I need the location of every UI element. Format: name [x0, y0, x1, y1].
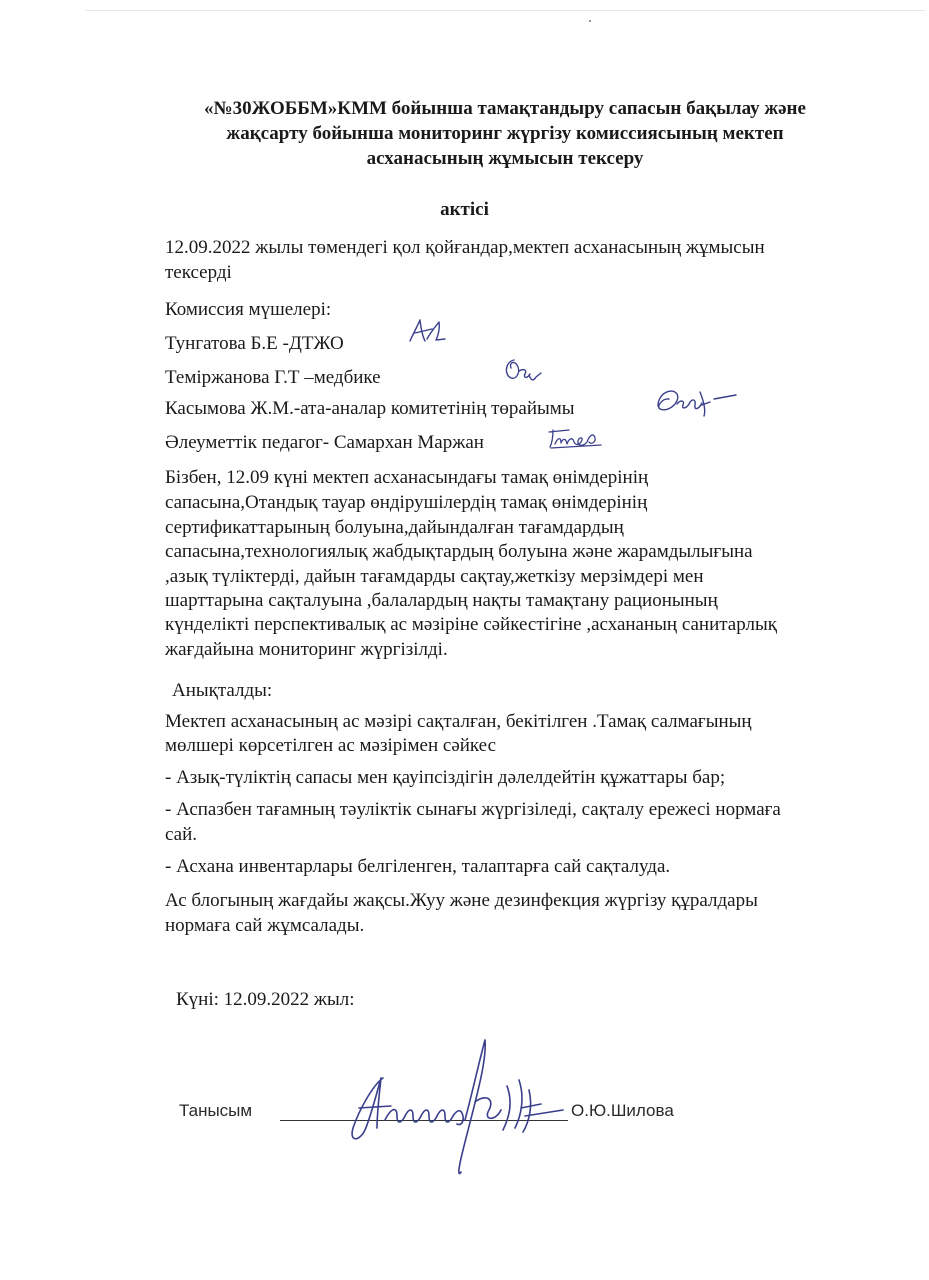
commission-member-3: Касымова Ж.М.-ата-аналар комитетінің төрайымы: [165, 398, 575, 419]
member-signature-1: [405, 315, 450, 347]
body-line-4: сапасына,технологиялық жабдықтардың болуына және жарамдылығына: [165, 541, 753, 562]
body-line-1: Бізбен, 12.09 күні мектеп асханасындағы тамақ өнімдерінің: [165, 467, 649, 488]
scan-speck: [589, 20, 591, 22]
member-signature-4: [543, 424, 613, 452]
document-title: [150, 96, 860, 171]
date-line: Күні: 12.09.2022 жыл:: [176, 989, 355, 1010]
finding-line-6: - Асхана инвентарлары белгіленген, талаптарға сай сақталуда.: [165, 856, 671, 877]
title-line-2: жақсарту бойынша мониторинг жүргізу комиссиясының мектеп: [226, 123, 784, 144]
ack-label: Танысым: [179, 1101, 253, 1120]
finding-line-7: Ас блогының жағдайы жақсы.Жуу және дезинфекция жүргізу құралдары: [165, 890, 758, 911]
member-signature-3: [650, 380, 740, 422]
title-line-1: «№30ЖОББМ»КММ бойынша тамақтандыру сапасын бақылау және: [204, 98, 806, 119]
body-line-8: жағдайына мониторинг жүргізілді.: [165, 639, 448, 660]
finding-line-8: нормаға сай жұмсалады.: [165, 915, 365, 936]
finding-line-3: - Азық-түліктің сапасы мен қауіпсіздігін дәлелдейтін құжаттары бар;: [165, 767, 726, 788]
finding-line-2: мөлшері көрсетілген ас мәзірімен сәйкес: [165, 735, 497, 756]
body-line-3: сертификаттарының болуына,дайындалған тағамдардың: [165, 517, 624, 538]
finding-line-4: - Аспазбен тағамның тәуліктік сынағы жүргізіледі, сақталу ережесі нормаға: [165, 799, 781, 820]
director-signature: [325, 1030, 575, 1180]
member-signature-2: [500, 355, 545, 385]
body-line-2: сапасына,Отандық тауар өндірушілердің тамақ өнімдерінің: [165, 492, 648, 513]
title-line-3: асханасының жұмысын тексеру: [366, 148, 644, 169]
scan-edge-line: [85, 10, 925, 11]
commission-member-1: Тунгатова Б.Е -ДТЖО: [165, 333, 344, 354]
findings-heading: Анықталды:: [172, 680, 273, 701]
body-line-5: ,азық түліктерді, дайын тағамдарды сақтау,жеткізу мерзімдері мен: [165, 566, 704, 587]
document-subtitle: актісі: [440, 199, 489, 220]
commission-member-2: Темiржанова Г.Т –медбике: [165, 367, 381, 388]
finding-line-5: сай.: [165, 824, 198, 845]
commission-member-4: Әлеуметтік педагог- Самархан Маржан: [165, 432, 484, 453]
commission-heading: Комиссия мүшелері:: [165, 299, 332, 320]
intro-line-1: 12.09.2022 жылы төмендегі қол қойғандар,мектеп асханасының жұмысын: [165, 237, 765, 258]
body-line-6: шарттарына сақталуына ,балалардың нақты тамақтану рационының: [165, 590, 718, 611]
intro-line-2: тексерді: [165, 262, 232, 283]
signatory-name: О.Ю.Шилова: [571, 1101, 674, 1120]
body-line-7: күнделікті перспективалық ас мәзіріне сәйкестігіне ,асхананың санитарлық: [165, 614, 777, 635]
finding-line-1: Мектеп асханасының ас мәзірі сақталған, бекітілген .Тамақ салмағының: [165, 711, 752, 732]
